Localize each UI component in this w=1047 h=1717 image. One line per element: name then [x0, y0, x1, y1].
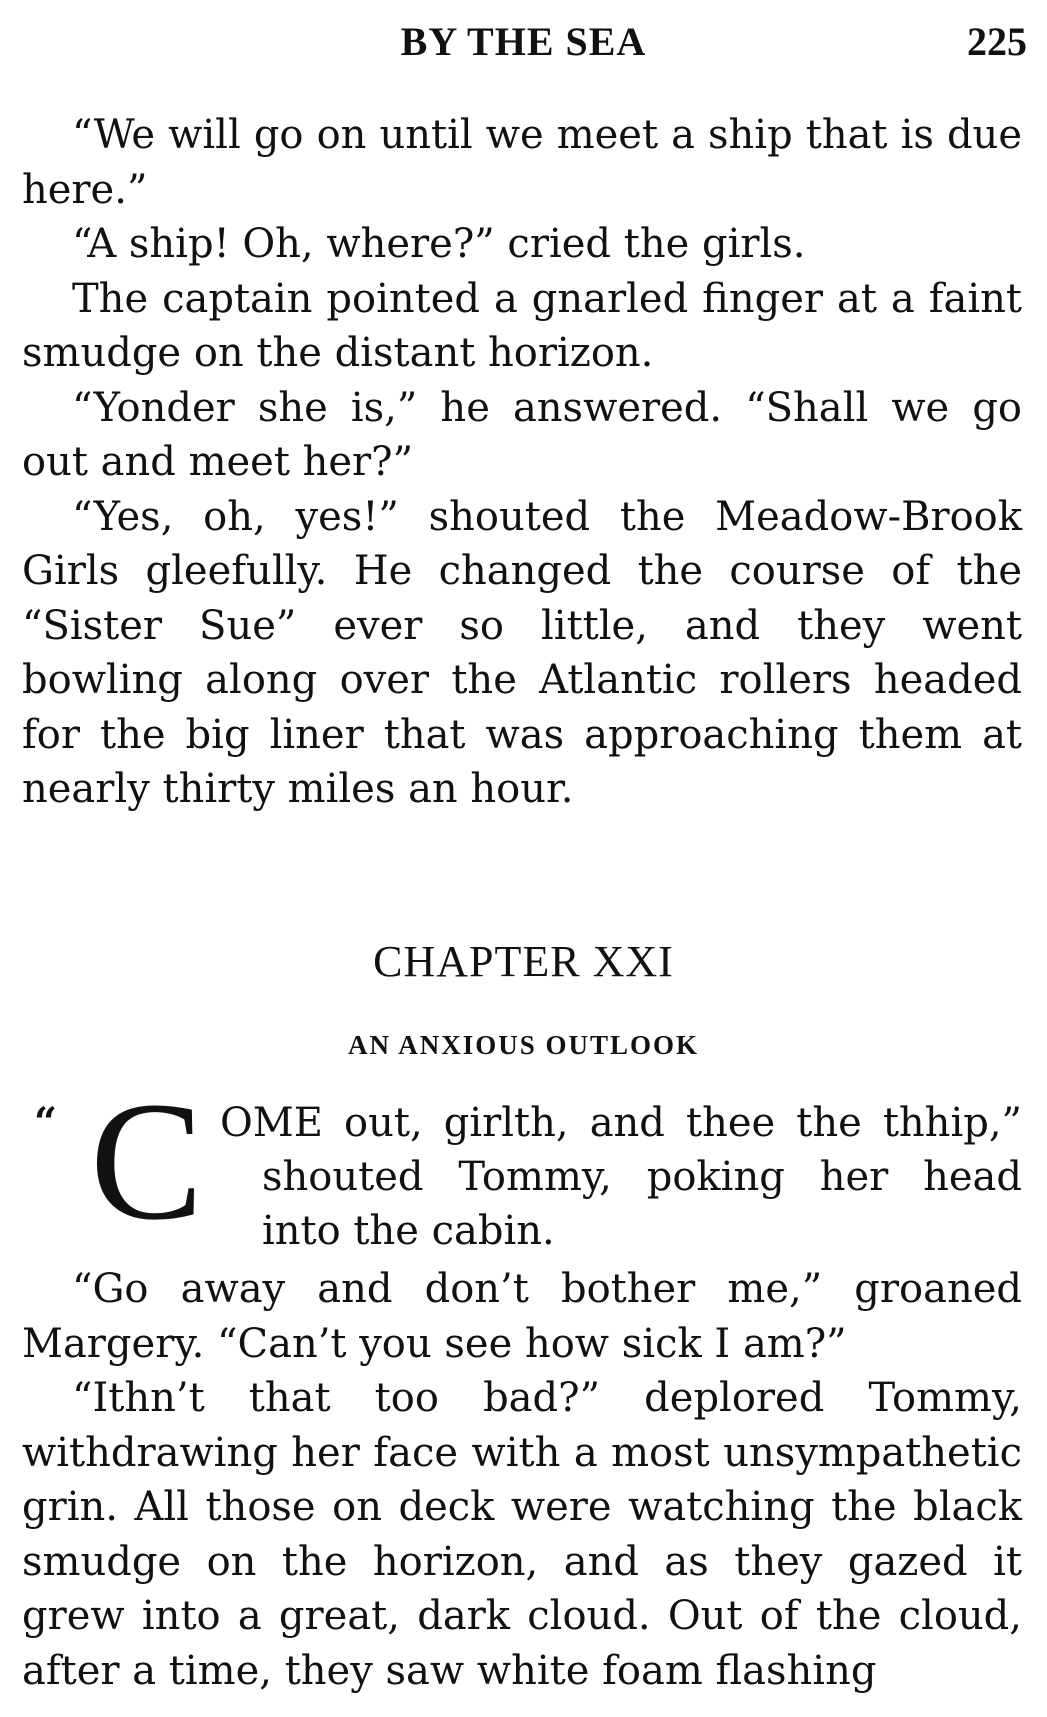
- paragraph-girls-cry: “A ship! Oh, where?” cried the girls.: [72, 221, 806, 267]
- paragraph-ship-due: “We will go on until we meet a ship that is due here.”: [22, 112, 1022, 213]
- running-header: [0, 12, 1047, 72]
- opening-line-3: into the cabin.: [262, 1208, 555, 1254]
- page-number: 225: [967, 19, 1027, 64]
- paragraph-captain-points: The captain pointed a gnarled finger at a faint smudge on the distant horizon.: [22, 275, 1022, 376]
- drop-cap-letter: C: [90, 1067, 204, 1255]
- paragraph-margery: “Go away and don’t bother me,” groaned Margery. “Can’t you see how sick I am?”: [22, 1266, 1022, 1367]
- paragraph-tommy-grin: “Ithn’t that too bad?” deplored Tommy, withdrawing her face with a most unsympathetic grin. All those on deck were watching the black smudge on the horizon, and as they gazed it grew into a great, dark cloud. Out of the cloud, after a time, they saw white foam flashing: [22, 1375, 1022, 1694]
- chapter-body-text: [22, 1262, 1022, 1698]
- opening-line-2: shouted Tommy, poking her head: [262, 1154, 1022, 1200]
- chapter-subtitle: AN ANXIOUS OUTLOOK: [347, 1030, 700, 1060]
- chapter-opening: [22, 1067, 1022, 1256]
- paragraph-meadow-brook: “Yes, oh, yes!” shouted the Meadow-Brook Girls gleefully. He changed the course of the “Sister Sue” ever so little, and they went bowling along over the Atlantic rollers headed for the big liner that was approaching them at nearly thirty miles an hour.: [22, 493, 1022, 812]
- top-section-text: [22, 108, 1022, 817]
- running-title: BY THE SEA: [400, 19, 647, 64]
- chapter-title: CHAPTER XXI: [373, 937, 674, 986]
- opening-quote-mark: “: [34, 1099, 58, 1146]
- opening-line-1: OME out, girlth, and thee the thhip,”: [220, 1100, 1022, 1146]
- paragraph-yonder: “Yonder she is,” he answered. “Shall we go out and meet her?”: [22, 384, 1022, 485]
